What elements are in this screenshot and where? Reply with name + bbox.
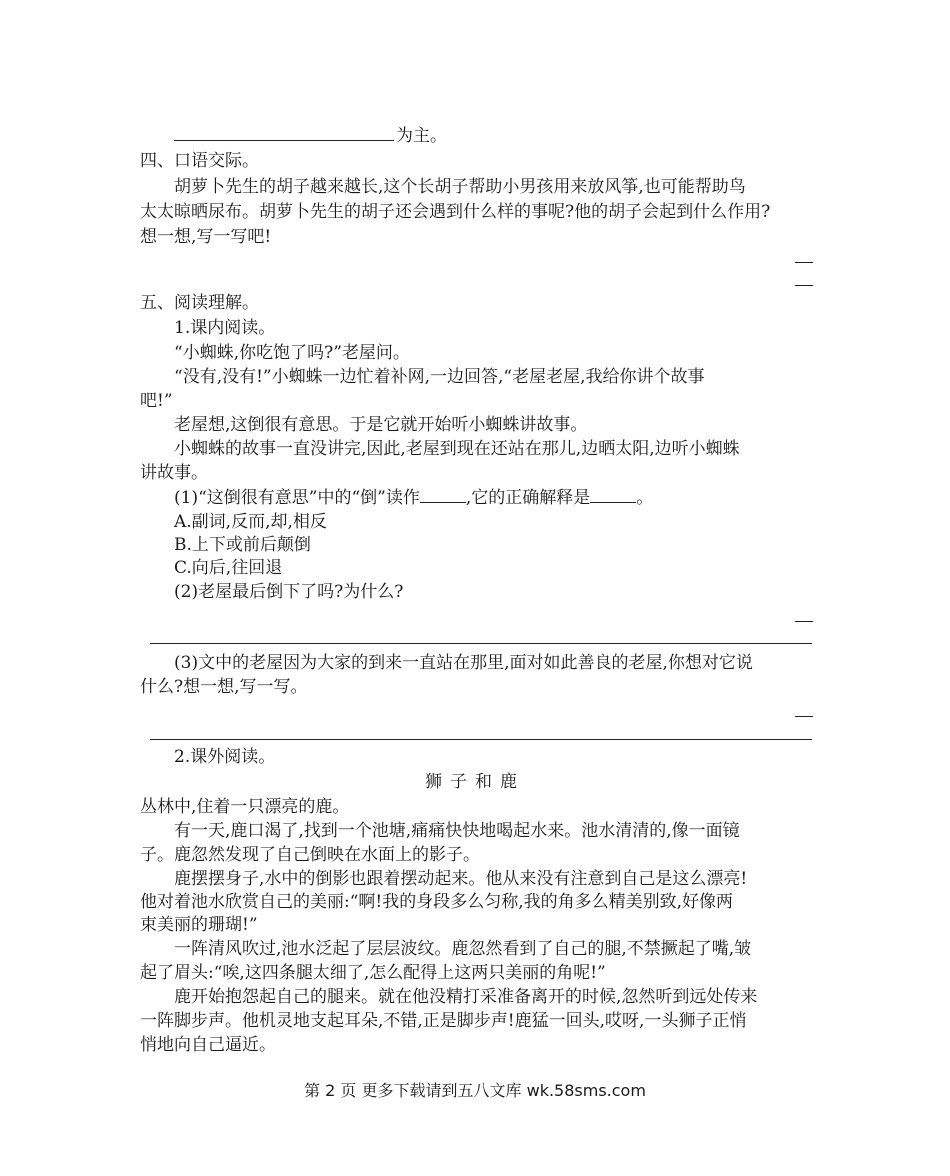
part1-paragraph: 吧!”	[140, 391, 173, 411]
answer-line[interactable]	[150, 643, 812, 644]
answer-dash[interactable]	[795, 716, 813, 717]
story-line: 鹿摆摆身子,水中的倒影也跟着摆动起来。他从来没有注意到自己是这么漂亮!	[174, 869, 748, 889]
story-line: 束美丽的珊瑚!”	[140, 915, 258, 935]
story-title: 狮子和鹿	[425, 772, 525, 792]
question-3: (3)文中的老屋因为大家的到来一直站在那里,面对如此善良的老屋,你想对它说	[174, 653, 753, 673]
section4-heading: 四、口语交际。	[140, 151, 259, 171]
option-a: A.副词,反而,却,相反	[174, 512, 327, 532]
answer-dash[interactable]	[795, 262, 813, 263]
part1-paragraph: 讲故事。	[140, 463, 208, 483]
question-3: 什么?想一想,写一写。	[140, 677, 308, 697]
story-line: 他对着池水欣赏自己的美丽:“啊!我的身段多么匀称,我的角多么精美别致,好像两	[140, 892, 734, 912]
story-line: 一阵脚步声。他机灵地支起耳朵,不错,正是脚步声!鹿猛一回头,哎呀,一头狮子正悄	[140, 1011, 747, 1031]
section4-text: 胡萝卜先生的胡子越来越长,这个长胡子帮助小男孩用来放风筝,也可能帮助鸟	[174, 177, 746, 197]
section5-heading: 五、阅读理解。	[140, 293, 259, 313]
section4-text: 太太晾晒尿布。胡萝卜先生的胡子还会遇到什么样的事呢?他的胡子会起到什么作用?	[140, 202, 771, 222]
story-line: 一阵清风吹过,池水泛起了层层波纹。鹿忽然看到了自己的腿,不禁撅起了嘴,皱	[174, 939, 752, 959]
part1-paragraph: “没有,没有!”小蜘蛛一边忙着补网,一边回答,“老屋老屋,我给你讲个故事	[174, 367, 705, 387]
story-line: 鹿开始抱怨起自己的腿来。就在他没精打采准备离开的时候,忽然听到远处传来	[174, 987, 758, 1007]
story-line: 子。鹿忽然发现了自己倒映在水面上的影子。	[140, 845, 480, 865]
part1-paragraph: “小蜘蛛,你吃饱了吗?”老屋问。	[174, 343, 410, 363]
blank[interactable]	[174, 124, 394, 141]
question-1: (1)“这倒很有意思”中的“倒”读作 ,它的正确解释是 。	[174, 488, 654, 508]
part1-label: 1.课内阅读。	[174, 318, 276, 338]
story-line: 有一天,鹿口渴了,找到一个池塘,痛痛快快地喝起水来。池水清清的,像一面镜	[174, 821, 740, 841]
option-b: B.上下或前后颠倒	[174, 535, 311, 555]
blank[interactable]	[420, 488, 466, 503]
answer-line[interactable]	[150, 739, 812, 740]
question-2: (2)老屋最后倒下了吗?为什么?	[174, 582, 404, 602]
answer-dash[interactable]	[795, 285, 813, 286]
story-line: 丛林中,住着一只漂亮的鹿。	[140, 797, 350, 817]
option-c: C.向后,往回退	[174, 558, 283, 578]
section4-text: 想一想,写一写吧!	[140, 227, 272, 247]
answer-line-top: 为主。	[174, 124, 447, 147]
part2-label: 2.课外阅读。	[174, 747, 276, 767]
part1-paragraph: 小蜘蛛的故事一直没讲完,因此,老屋到现在还站在那儿,边晒太阳,边听小蜘蛛	[174, 439, 740, 459]
story-line: 悄地向自己逼近。	[140, 1035, 276, 1055]
answer-dash[interactable]	[795, 621, 813, 622]
story-line: 起了眉头:“唉,这四条腿太细了,怎么配得上这两只美丽的角呢!”	[140, 963, 606, 983]
blank[interactable]	[590, 488, 636, 503]
part1-paragraph: 老屋想,这倒很有意思。于是它就开始听小蜘蛛讲故事。	[174, 415, 588, 435]
page-footer: 第 2 页 更多下载请到五八文库 wk.58sms.com	[304, 1081, 646, 1100]
